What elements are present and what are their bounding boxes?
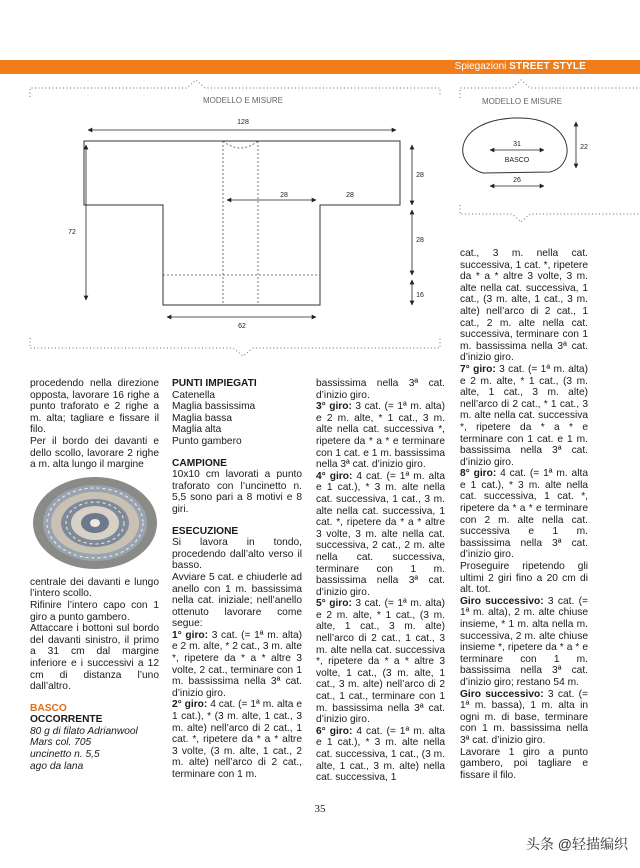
occorrente-heading: OCCORRENTE <box>30 714 103 726</box>
column-1: procedendo nella direzione opposta, lavorare 16 righe a punto traforato e 2 righe a m. alta; tagliare e fissare il filo. Per il bordo dei davanti e dello scollo, lavorare 2 righe a m. alta lungo il margine centrale dei davanti e lungo l’intero scollo. Rifinire l’intero capo con 1 giro a punto gambero. Attaccare i bottoni sul bordo del davanti sinistro, il primo a 31 cm dal margine inferiore e i successivi a 12 cm di distanza l’uno dall’altro. BASCO OCCORRENTE 80 g di filato Adrianwool Mars col. 705 uncinetto n. 5,5 ago da lana <box>30 378 159 772</box>
watermark: 头条 @轻描编织 <box>525 836 628 852</box>
main-diagram-frame <box>30 80 440 356</box>
dim-shoulder-right: 28 <box>346 192 354 199</box>
punti-heading: PUNTI IMPIEGATI <box>172 378 257 389</box>
column-3: bassissima nella 3ª cat. d’inizio giro. 3° giro: 3 cat. (= 1ª m. alta) e 2 m. alte, * 1 cat., 3 m. alte nella cat. successiva *, ripetere da * a * e terminare con 1 cat. e 1 m. bassissima nella 3ª cat. d’inizio giro. 4° giro: 4 cat. (= 1ª m. alta e 1 cat.), * 3 m. alte nella cat. successiva, 1 cat., 3 m. alte nella cat. successiva, 1 cat. *, ripetere da * a * altre 3 volte, 3 m. alte nella cat. successiva, 2 cat., 2 m. alte nella cat. successiva, terminare con 1 m. bassissima nella 3ª cat. d’inizio giro. 5° giro: 3 cat. (= 1ª m. alta) e 2 m. alte, * 1 cat., (3 m. alte, 1 cat., 3 m. alte) nell’arco di 2 cat., 1 cat., 3 m. alte nella cat. successiva *, ripetere da * a * altre 3 volte, 1 cat., (3 m. alte, 1 cat., 3 m. alte) nell’arco di 2 cat., 1 cat., terminare con 1 m. bassissima nella 3ª cat. d’inizio giro. 6° giro: 4 cat. (= 1ª m. alta e 1 cat.), * 3 m. alte nella cat. successiva, 1 cat., (3 m. alte, 1 cat., 3 m. alte) nella cat. successiva, 1 <box>316 378 445 784</box>
esecuzione-heading: ESECUZIONE <box>172 525 239 537</box>
main-diagram-label: MODELLO E MISURE <box>202 96 284 105</box>
garment-inner-lines <box>163 141 320 305</box>
hat-photo <box>30 474 160 572</box>
hat-dim-bottom: 26 <box>513 177 521 184</box>
campione-heading: CAMPIONE <box>172 457 227 469</box>
dim-width-top: 128 <box>237 119 249 126</box>
dim-right-low: 16 <box>416 292 424 299</box>
hat-name: BASCO <box>504 157 530 164</box>
dim-bottom: 62 <box>238 323 246 330</box>
page-number: 35 <box>314 803 326 815</box>
hat-dim-side: 22 <box>580 144 588 151</box>
garment-outline <box>84 141 400 305</box>
column-2: PUNTI IMPIEGATI Catenella Maglia bassissima Maglia bassa Maglia alta Punto gambero CAMPIONE 10x10 cm lavorati a punto traforato con l’uncinetto n. 5,5 sono pari a 8 motivi e 8 giri. ESECUZIONE Si lavora in tondo, procedendo dall’alto verso il basso. Avviare 5 cat. e chiuderle ad anello con 1 m. bassissima nella cat. iniziale; nell’anello ottenuto lavorare come segue: 1° giro: 3 cat. (= 1ª m. alta) e 2 m. alte, * 2 cat., 3 m. alte *, ripetere da * a * altre 3 volte, 2 cat., terminare con 1 m. bassissima nella 3ª cat. d’inizio giro. 2° giro: 4 cat. (= 1ª m. alta e 1 cat.), * (3 m. alte, 1 cat., 3 m. alte) nell’arco di 2 cat., 1 cat. *, ripetere da * a * altre 3 volte, (3 m. alte, 1 cat., 2 m. alte) nell’arco di 2 cat., terminare con 1 m. <box>172 378 302 780</box>
basco-heading: BASCO <box>30 702 67 714</box>
column-4: cat., 3 m. nella cat. successiva, 1 cat. *, ripetere da * a * altre 3 volte, 3 m. alte nella cat. successiva, 1 cat., (3 m. alte, 1 cat., 3 m. alte) nell’arco di 2 cat., 1 cat., 2 m. alte nella cat. successiva, terminare con 1 m. bassissima nella 3ª cat. d’inizio giro. 7° giro: 3 cat. (= 1ª m. alta) e 2 m. alte, * 1 cat., (3 m. alte, 1 cat., 3 m. alte) nell’arco di 2 cat., * 1 cat., 3 m. alte nella cat. successiva *, ripetere da * a * e terminare con 1 cat. e 1 m. bassissima nella 3ª cat. d’inizio giro. 8° giro: 4 cat. (= 1ª m. alta e 1 cat.), * 3 m. alte nella cat. successiva, 1 cat. *, ripetere da * a * e terminare con 2 m. alte nella cat. successiva e 1 m. bassissima nella 3ª cat. d’inizio giro. Proseguire ripetendo gli ultimi 2 giri fino a 20 cm di alt. tot. Giro successivo: 3 cat. (= 1ª m. alta), 2 m. alte chiuse insieme, * 1 m. alta nella m. successiva, 2 m. alte chiuse insieme *, ripetere da * a * e terminare con 1 m. bassissima nella 3ª cat. d’inizio giro; restano 54 m. Giro successivo: 3 cat. (= 1ª m. bassa), 1 m. alta in ogni m. di base, terminare con 1 m. bassissima nella 3ª cat. d’inizio giro. Lavorare 1 giro a punto gambero, poi tagliare e fissare il filo. <box>460 248 589 781</box>
dim-shoulder-left: 28 <box>280 192 288 199</box>
hat-dim-top: 31 <box>513 141 521 148</box>
dim-right-upper: 28 <box>416 172 424 179</box>
hat-diagram-label: MODELLO E MISURE <box>481 97 563 106</box>
dim-right-mid: 28 <box>416 237 424 244</box>
dim-length: 72 <box>68 229 76 236</box>
section-title: Spiegazioni STREET STYLE <box>454 61 586 72</box>
